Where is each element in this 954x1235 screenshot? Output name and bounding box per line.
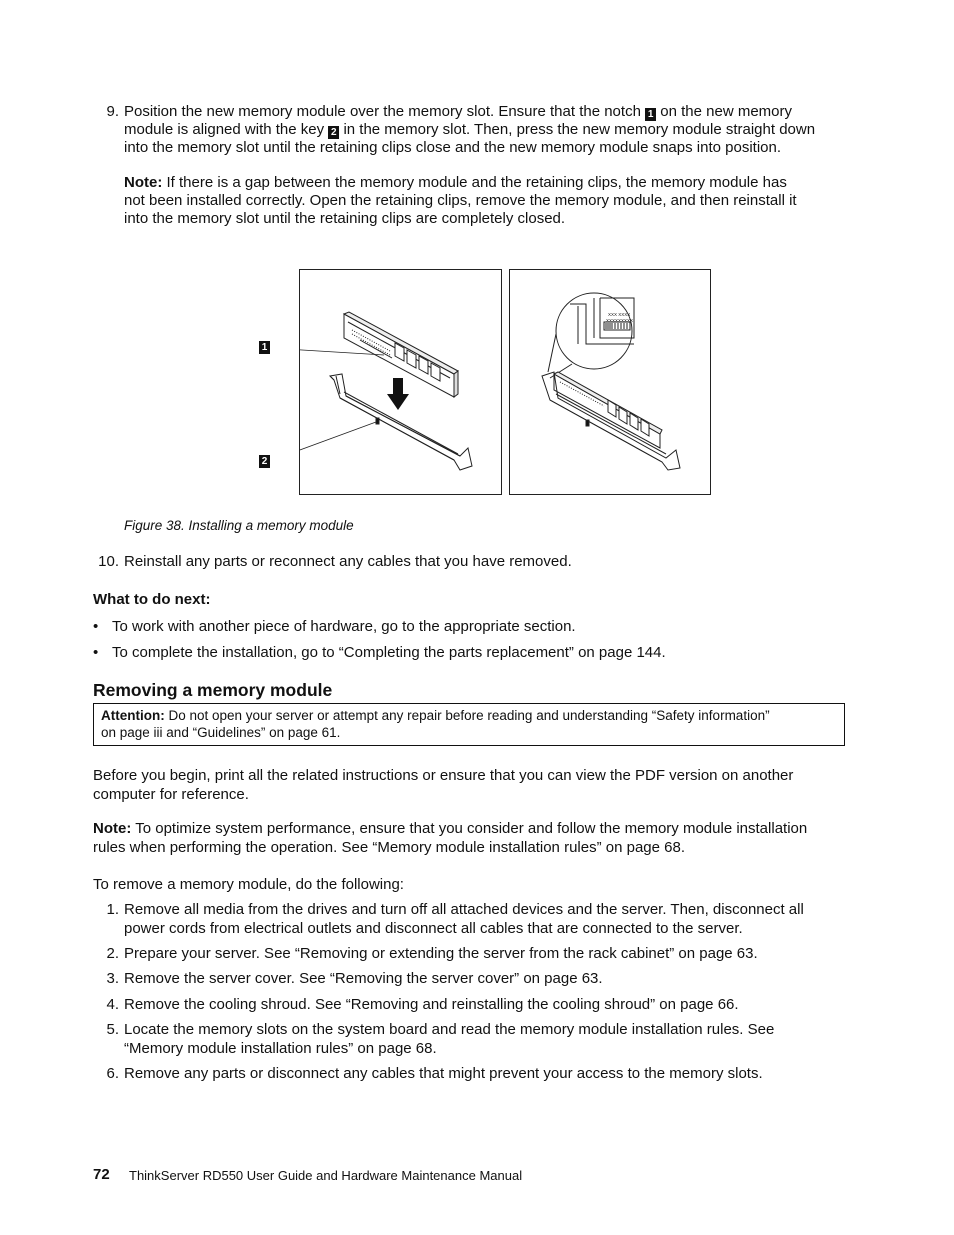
list-item: Remove all media from the drives and turn off all attached devices and the server. Then, disconnect all (124, 901, 804, 918)
figure-panel-left (299, 269, 502, 495)
attention-box: Attention: Do not open your server or attempt any repair before reading and understanding “Safety information” on page iii and “Guidelines” on page 61. (93, 703, 845, 746)
page-number: 72 (93, 1166, 110, 1183)
memory-seated-illustration (510, 270, 710, 494)
callout-2: 2 (328, 126, 339, 139)
bullet-icon: • (93, 618, 99, 635)
step-number: 10. (98, 553, 119, 570)
note-label: Note: (124, 174, 163, 191)
figure-callout-2: 2 (259, 455, 270, 468)
step-number: 9. (106, 103, 119, 120)
note-label: Note: (93, 820, 132, 837)
list-item: Locate the memory slots on the system board and read the memory module installation rules. See (124, 1021, 775, 1038)
down-arrow-icon (387, 378, 409, 410)
label-text-2: XXXXXXXXX (606, 318, 634, 323)
section-title: Removing a memory module (93, 680, 333, 700)
figure-caption: Figure 38. Installing a memory module (124, 518, 354, 533)
bullet-icon: • (93, 644, 99, 661)
memory-insert-illustration (300, 270, 501, 494)
list-item: To work with another piece of hardware, go to the appropriate section. (112, 618, 576, 635)
list-item: Prepare your server. See “Removing or extending the server from the rack cabinet” on page 63. (124, 945, 758, 962)
attention-label: Attention: (101, 708, 165, 723)
list-item: Remove the server cover. See “Removing the server cover” on page 63. (124, 970, 603, 987)
before-you-begin: Before you begin, print all the related instructions or ensure that you can view the PDF version on another (93, 767, 794, 784)
next-heading: What to do next: (93, 591, 211, 608)
footer-title: ThinkServer RD550 User Guide and Hardware Maintenance Manual (129, 1168, 523, 1183)
list-item: To complete the installation, go to “Completing the parts replacement” on page 144. (112, 644, 666, 661)
step-9-line-1: Position the new memory module over the memory slot. Ensure that the notch 1 on the new memory (124, 103, 792, 120)
step-9-line-3: into the memory slot until the retaining clips close and the new memory module snaps into position. (124, 139, 782, 156)
callout-1: 1 (645, 108, 656, 121)
figure-panel-right (509, 269, 711, 495)
step-9-line-2: module is aligned with the key 2 in the memory slot. Then, press the new memory module straight down (124, 121, 816, 138)
figure-callout-1: 1 (259, 341, 270, 354)
seated-memory-module-drawing (542, 372, 680, 470)
zoom-detail-circle (548, 293, 634, 378)
section-note: Note: To optimize system performance, ensure that you consider and follow the memory module installation (93, 820, 808, 837)
procedure-intro: To remove a memory module, do the following: (93, 876, 404, 893)
list-item: Remove the cooling shroud. See “Removing and reinstalling the cooling shroud” on page 66. (124, 996, 739, 1013)
leader-line-2 (300, 422, 376, 461)
list-item: Remove any parts or disconnect any cables that might prevent your access to the memory slots. (124, 1065, 763, 1082)
label-text-1: XXX XXXX (608, 312, 631, 317)
